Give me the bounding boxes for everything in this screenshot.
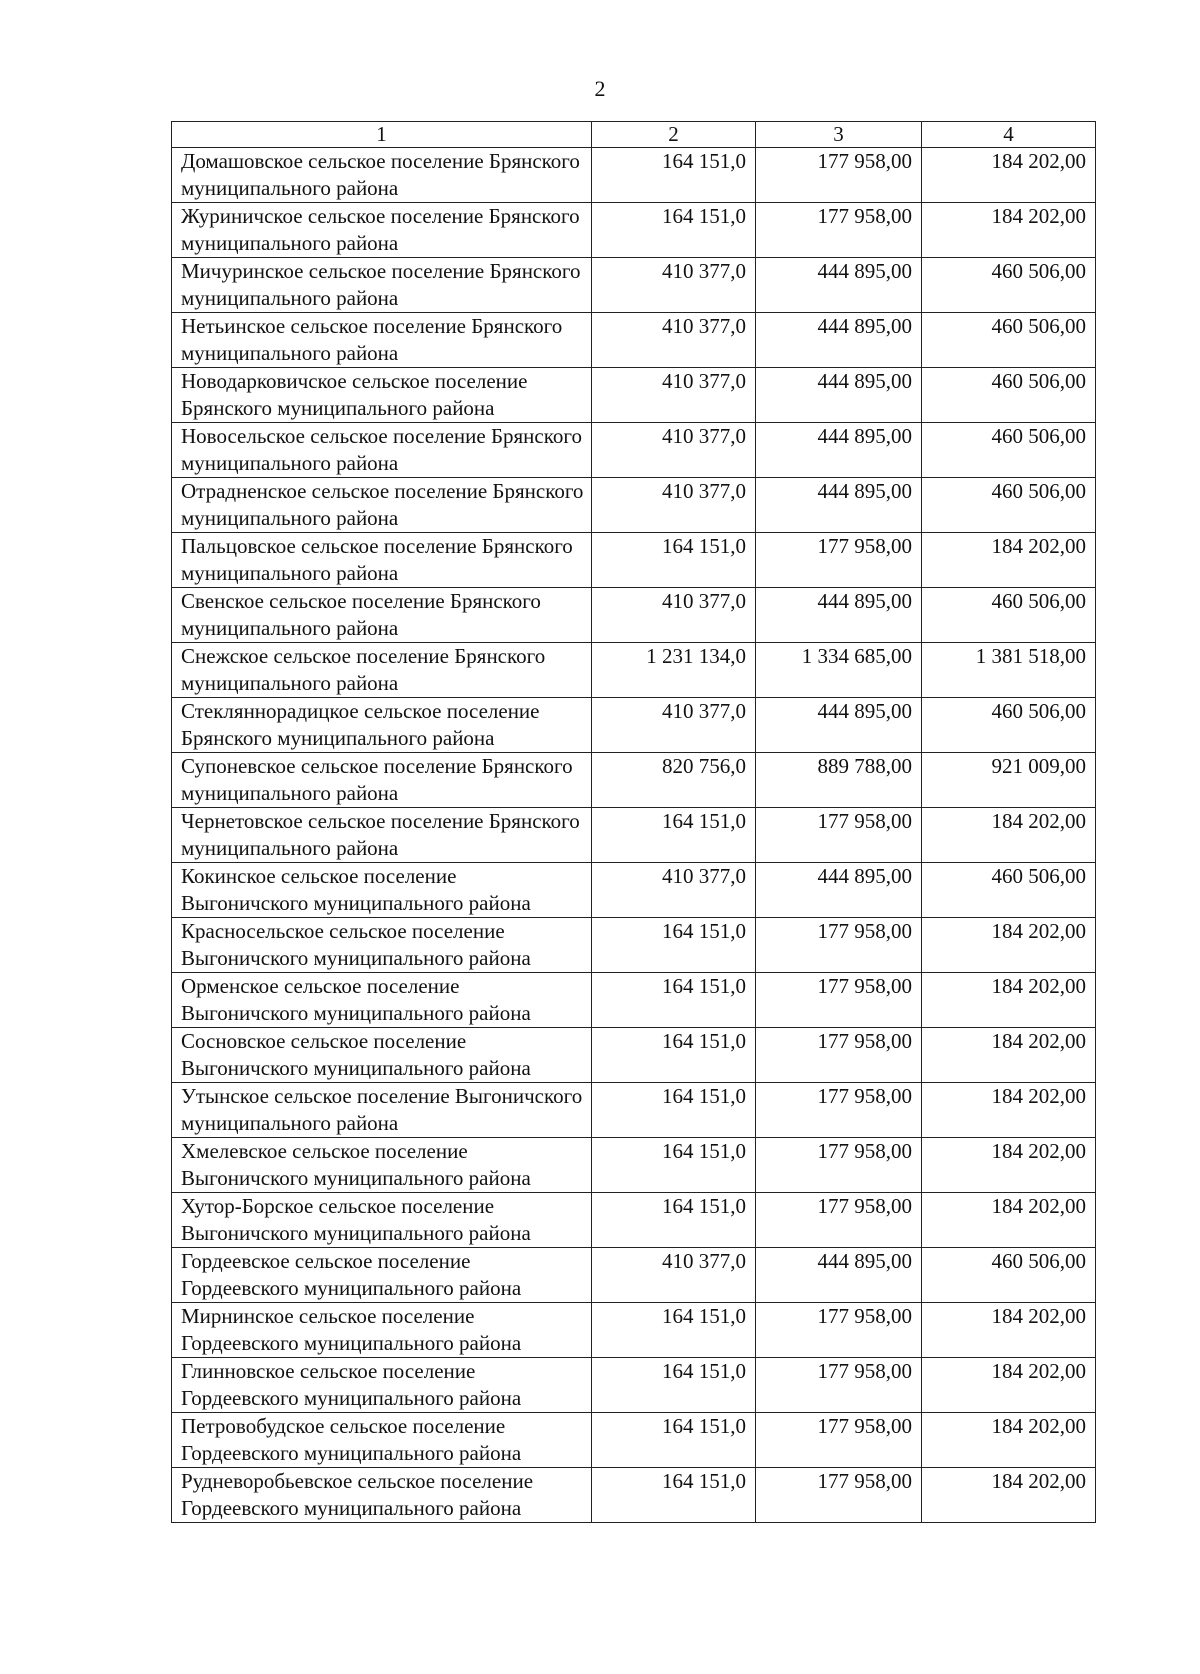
- table-row: [172, 1028, 1096, 1083]
- value-col-2-cell: 410 377,0: [592, 863, 756, 918]
- value-col-3-cell: 444 895,00: [756, 1248, 922, 1303]
- value-col-3-cell: 444 895,00: [756, 863, 922, 918]
- table-row: [172, 478, 1096, 533]
- settlement-name-cell: Чернетовское сельское поселение Брянского муниципального района: [172, 808, 592, 863]
- settlement-name-cell: Свенское сельское поселение Брянского муниципального района: [172, 588, 592, 643]
- settlement-name-cell: Мичуринское сельское поселение Брянского муниципального района: [172, 258, 592, 313]
- table-row: [172, 1358, 1096, 1413]
- value-col-3-cell: 444 895,00: [756, 313, 922, 368]
- value-col-3-cell: 444 895,00: [756, 698, 922, 753]
- value-col-2-cell: 164 151,0: [592, 1413, 756, 1468]
- value-col-3-cell: 177 958,00: [756, 1413, 922, 1468]
- value-col-3-cell: 177 958,00: [756, 1303, 922, 1358]
- value-col-4-cell: 460 506,00: [922, 478, 1096, 533]
- value-col-4-cell: 184 202,00: [922, 1358, 1096, 1413]
- value-col-4-cell: 460 506,00: [922, 863, 1096, 918]
- value-col-2-cell: 164 151,0: [592, 1303, 756, 1358]
- table-row: [172, 1248, 1096, 1303]
- value-col-3-cell: 444 895,00: [756, 258, 922, 313]
- settlement-name-cell: Хутор-Борское сельское поселение Выгоничского муниципального района: [172, 1193, 592, 1248]
- header-row: [172, 122, 1096, 148]
- value-col-2-cell: 410 377,0: [592, 588, 756, 643]
- value-col-4-cell: 184 202,00: [922, 1083, 1096, 1138]
- table-row: [172, 313, 1096, 368]
- value-col-4-cell: 184 202,00: [922, 1193, 1096, 1248]
- table-row: [172, 1303, 1096, 1358]
- settlement-name-cell: Нетьинское сельское поселение Брянского муниципального района: [172, 313, 592, 368]
- value-col-2-cell: 164 151,0: [592, 1468, 756, 1523]
- value-col-4-cell: 184 202,00: [922, 1468, 1096, 1523]
- settlement-name-cell: Сосновское сельское поселение Выгоничского муниципального района: [172, 1028, 592, 1083]
- value-col-2-cell: 410 377,0: [592, 1248, 756, 1303]
- table-row: [172, 753, 1096, 808]
- value-col-2-cell: 820 756,0: [592, 753, 756, 808]
- header-col-4: 4: [922, 122, 1096, 148]
- value-col-2-cell: 410 377,0: [592, 423, 756, 478]
- table-row: [172, 918, 1096, 973]
- table-row: [172, 698, 1096, 753]
- value-col-3-cell: 889 788,00: [756, 753, 922, 808]
- value-col-3-cell: 177 958,00: [756, 1358, 922, 1413]
- value-col-2-cell: 164 151,0: [592, 148, 756, 203]
- value-col-2-cell: 164 151,0: [592, 918, 756, 973]
- table-row: [172, 533, 1096, 588]
- value-col-2-cell: 164 151,0: [592, 808, 756, 863]
- value-col-4-cell: 460 506,00: [922, 368, 1096, 423]
- value-col-3-cell: 177 958,00: [756, 1468, 922, 1523]
- table-row: [172, 203, 1096, 258]
- value-col-4-cell: 460 506,00: [922, 588, 1096, 643]
- value-col-2-cell: 164 151,0: [592, 1358, 756, 1413]
- value-col-2-cell: 164 151,0: [592, 203, 756, 258]
- value-col-3-cell: 177 958,00: [756, 1083, 922, 1138]
- table-row: [172, 1083, 1096, 1138]
- value-col-4-cell: 460 506,00: [922, 1248, 1096, 1303]
- value-col-4-cell: 460 506,00: [922, 313, 1096, 368]
- value-col-2-cell: 410 377,0: [592, 698, 756, 753]
- settlement-name-cell: Хмелевское сельское поселение Выгоничского муниципального района: [172, 1138, 592, 1193]
- settlement-name-cell: Утынское сельское поселение Выгоничского муниципального района: [172, 1083, 592, 1138]
- value-col-3-cell: 177 958,00: [756, 808, 922, 863]
- value-col-3-cell: 444 895,00: [756, 588, 922, 643]
- settlement-name-cell: Супоневское сельское поселение Брянского муниципального района: [172, 753, 592, 808]
- table-row: [172, 1468, 1096, 1523]
- value-col-4-cell: 1 381 518,00: [922, 643, 1096, 698]
- settlement-name-cell: Мирнинское сельское поселение Гордеевского муниципального района: [172, 1303, 592, 1358]
- value-col-3-cell: 444 895,00: [756, 368, 922, 423]
- value-col-2-cell: 164 151,0: [592, 1028, 756, 1083]
- value-col-2-cell: 410 377,0: [592, 368, 756, 423]
- table-row: [172, 423, 1096, 478]
- allocation-table: [171, 121, 1096, 1523]
- value-col-2-cell: 164 151,0: [592, 973, 756, 1028]
- value-col-2-cell: 164 151,0: [592, 533, 756, 588]
- value-col-3-cell: 177 958,00: [756, 973, 922, 1028]
- table-row: [172, 808, 1096, 863]
- value-col-4-cell: 460 506,00: [922, 698, 1096, 753]
- page-number: 2: [594, 76, 606, 101]
- settlement-name-cell: Домашовское сельское поселение Брянского муниципального района: [172, 148, 592, 203]
- settlement-name-cell: Красносельское сельское поселение Выгоничского муниципального района: [172, 918, 592, 973]
- value-col-4-cell: 460 506,00: [922, 258, 1096, 313]
- value-col-4-cell: 184 202,00: [922, 918, 1096, 973]
- value-col-4-cell: 184 202,00: [922, 808, 1096, 863]
- settlement-name-cell: Журиничское сельское поселение Брянского муниципального района: [172, 203, 592, 258]
- value-col-3-cell: 1 334 685,00: [756, 643, 922, 698]
- settlement-name-cell: Отрадненское сельское поселение Брянского муниципального района: [172, 478, 592, 533]
- value-col-4-cell: 184 202,00: [922, 973, 1096, 1028]
- settlement-name-cell: Гордеевское сельское поселение Гордеевского муниципального района: [172, 1248, 592, 1303]
- header-col-3: 3: [756, 122, 922, 148]
- value-col-2-cell: 1 231 134,0: [592, 643, 756, 698]
- value-col-3-cell: 177 958,00: [756, 1028, 922, 1083]
- value-col-2-cell: 410 377,0: [592, 478, 756, 533]
- value-col-2-cell: 410 377,0: [592, 258, 756, 313]
- settlement-name-cell: Новосельское сельское поселение Брянского муниципального района: [172, 423, 592, 478]
- table-row: [172, 1413, 1096, 1468]
- value-col-4-cell: 921 009,00: [922, 753, 1096, 808]
- settlement-name-cell: Кокинское сельское поселение Выгоничского муниципального района: [172, 863, 592, 918]
- value-col-4-cell: 184 202,00: [922, 1303, 1096, 1358]
- table-row: [172, 258, 1096, 313]
- value-col-4-cell: 184 202,00: [922, 1028, 1096, 1083]
- table-row: [172, 863, 1096, 918]
- header-col-1: 1: [172, 122, 592, 148]
- value-col-3-cell: 177 958,00: [756, 203, 922, 258]
- value-col-4-cell: 184 202,00: [922, 148, 1096, 203]
- table-row: [172, 1138, 1096, 1193]
- value-col-4-cell: 184 202,00: [922, 1413, 1096, 1468]
- settlement-name-cell: Глинновское сельское поселение Гордеевского муниципального района: [172, 1358, 592, 1413]
- value-col-4-cell: 184 202,00: [922, 533, 1096, 588]
- value-col-2-cell: 410 377,0: [592, 313, 756, 368]
- table-row: [172, 1193, 1096, 1248]
- table-row: [172, 588, 1096, 643]
- table-row: [172, 973, 1096, 1028]
- value-col-2-cell: 164 151,0: [592, 1193, 756, 1248]
- table-row: [172, 643, 1096, 698]
- value-col-3-cell: 177 958,00: [756, 918, 922, 973]
- value-col-3-cell: 444 895,00: [756, 423, 922, 478]
- value-col-4-cell: 460 506,00: [922, 423, 1096, 478]
- value-col-2-cell: 164 151,0: [592, 1083, 756, 1138]
- settlement-name-cell: Новодарковичское сельское поселение Брянского муниципального района: [172, 368, 592, 423]
- settlement-name-cell: Петровобудское сельское поселение Гордеевского муниципального района: [172, 1413, 592, 1468]
- settlement-name-cell: Стекляннорадицкое сельское поселение Брянского муниципального района: [172, 698, 592, 753]
- table-row: [172, 148, 1096, 203]
- header-col-2: 2: [592, 122, 756, 148]
- table-row: [172, 368, 1096, 423]
- value-col-2-cell: 164 151,0: [592, 1138, 756, 1193]
- settlement-name-cell: Рудневоробьевское сельское поселение Гордеевского муниципального района: [172, 1468, 592, 1523]
- settlement-name-cell: Снежское сельское поселение Брянского муниципального района: [172, 643, 592, 698]
- value-col-3-cell: 177 958,00: [756, 533, 922, 588]
- value-col-3-cell: 177 958,00: [756, 1138, 922, 1193]
- value-col-4-cell: 184 202,00: [922, 1138, 1096, 1193]
- value-col-3-cell: 177 958,00: [756, 148, 922, 203]
- settlement-name-cell: Пальцовское сельское поселение Брянского муниципального района: [172, 533, 592, 588]
- value-col-3-cell: 177 958,00: [756, 1193, 922, 1248]
- settlement-name-cell: Орменское сельское поселение Выгоничского муниципального района: [172, 973, 592, 1028]
- value-col-3-cell: 444 895,00: [756, 478, 922, 533]
- value-col-4-cell: 184 202,00: [922, 203, 1096, 258]
